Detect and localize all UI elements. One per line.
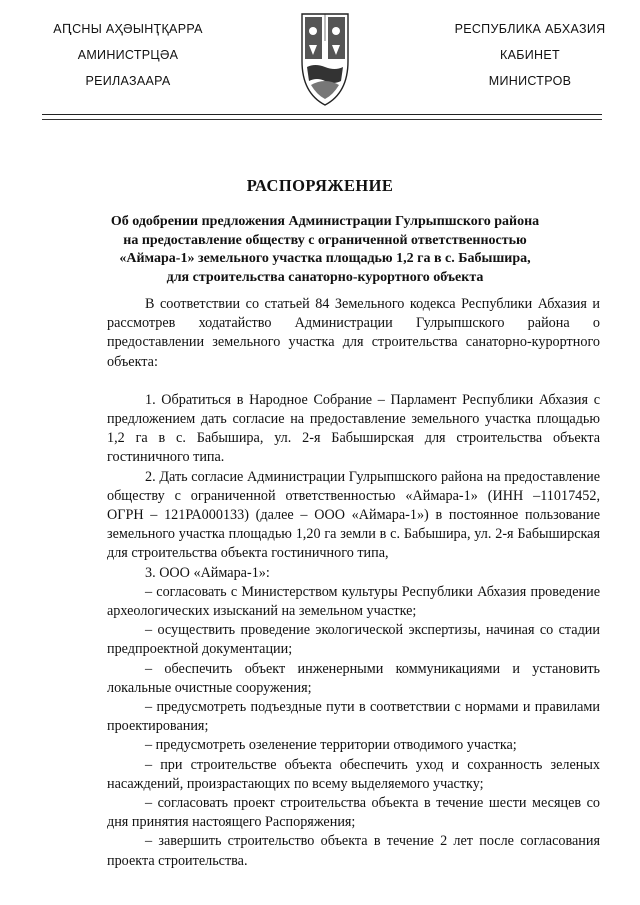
coat-of-arms-icon bbox=[299, 11, 351, 107]
subitem: – осуществить проведение экологической экспертизы, начиная со стадии предпроектной документации; bbox=[107, 622, 600, 658]
subject-line: на предоставление обществу с ограниченной ответственностью bbox=[123, 232, 527, 248]
subitem: – обеспечить объект инженерными коммуникациями и установить локальные очистные сооружения; bbox=[107, 660, 600, 696]
header-left-line-1: АԤСНЫ АҲӘЫНҬҚАРРА bbox=[53, 22, 203, 36]
header-right-russian bbox=[446, 22, 614, 100]
header-left-line-3: РЕИЛАЗААРА bbox=[85, 74, 171, 88]
subitem: – согласовать с Министерством культуры Республики Абхазия проведение археологических изысканий на земельном участке; bbox=[107, 583, 600, 620]
item-3: 3. ООО «Аймара-1»: bbox=[145, 564, 270, 581]
document-body bbox=[107, 295, 600, 871]
header-right-line-3: МИНИСТРОВ bbox=[488, 74, 572, 88]
document-subject bbox=[95, 213, 555, 287]
subject-line: «Аймара-1» земельного участка площадью 1,2 га в с. Бабышира, bbox=[119, 251, 531, 266]
subitem: – предусмотреть подъездные пути в соответствии с нормами и правилами проектирования; bbox=[107, 699, 600, 735]
subitem: – завершить строительство объекта в течение 2 лет после согласования проекта строительства. bbox=[107, 833, 600, 869]
subitem: – при строительстве объекта обеспечить уход и сохранность зеленых насаждений, произрастающих по всему выделяемого участку; bbox=[107, 756, 600, 792]
item-2: 2. Дать согласие Администрации Гулрыпшского района на предоставление обществу с ограниченной ответственностью «Аймара-1» (ИНН –11017452, ОГРН – 121РА000133) (далее – ООО «Аймара-1») в постоянное пользование земельного участка площадью 1,20 га земли в с. Бабышира, ул. 2-я Бабыширская для строительства объекта гостиничного типа, bbox=[107, 468, 600, 562]
document-title: РАСПОРЯЖЕНИЕ bbox=[246, 176, 394, 195]
subitem: – согласовать проект строительства объекта в течение шести месяцев со дня принятия настоящего Распоряжения; bbox=[107, 795, 600, 831]
header-left-abkhaz bbox=[48, 22, 208, 100]
header-rule-thick bbox=[42, 114, 602, 115]
preamble-paragraph: В соответствии со статьей 84 Земельного кодекса Республики Абхазия и рассмотрев ходатайство Администрации Гулрыпшского района о предоставлении земельного участка для строительства санаторно-курортного объекта: bbox=[107, 296, 600, 370]
subitem: – предусмотреть озеленение территории отводимого участка; bbox=[145, 737, 517, 754]
subject-line: для строительства санаторно-курортного объекта bbox=[166, 269, 484, 285]
header-rule-thin bbox=[42, 119, 602, 120]
item-1: 1. Обратиться в Народное Собрание – Парламент Республики Абхазия с предложением дать согласие на предоставление земельного участка площадью 1,2 га в с. Бабышира, ул. 2-я Бабыширская для строительства объекта гостиничного типа. bbox=[107, 391, 600, 466]
header-left-line-2: АМИНИСТРЦӘА bbox=[77, 48, 179, 62]
header-right-line-1: РЕСПУБЛИКА АБХАЗИЯ bbox=[454, 22, 606, 36]
subject-line: Об одобрении предложения Администрации Гулрыпшского района bbox=[110, 214, 540, 229]
header-right-line-2: КАБИНЕТ bbox=[500, 48, 560, 62]
